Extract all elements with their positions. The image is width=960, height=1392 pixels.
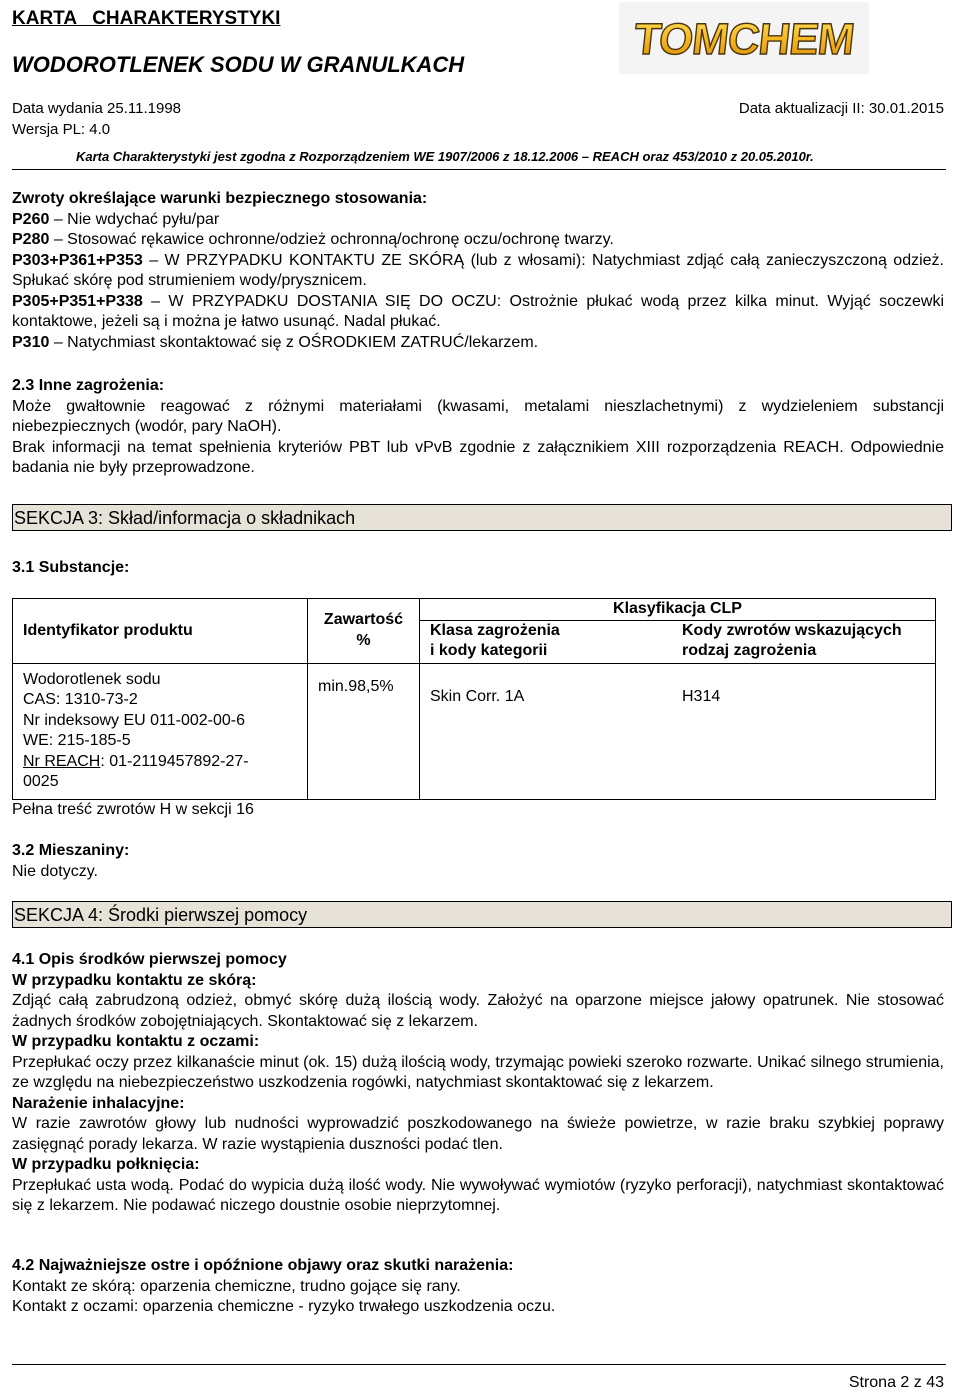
col-content-line1: Zawartość (323, 611, 404, 629)
footer-divider (12, 1364, 946, 1365)
document-title: KARTA CHARAKTERYSTYKI (12, 8, 281, 29)
mixtures-heading: 3.2 Mieszaniny: (12, 842, 130, 859)
p305-code: P305+P351+P338 (12, 292, 143, 310)
p305-statement (12, 292, 944, 333)
other-hazards-text1: Może gwałtownie reagować z różnymi materiałami (kwasami, metalami nieszlachetnymi) z wydzieleniem substancji niebezpiecznych (wodór, pary NaOH). (12, 397, 944, 435)
precaution-block (12, 189, 944, 353)
regulation-note: Karta Charakterystyki jest zgodna z Rozporządzeniem WE 1907/2006 z 18.12.2006 – REACH oraz 453/2010 z 20.05.2010r. (76, 149, 814, 164)
cell-hazard-class: Skin Corr. 1A (420, 663, 673, 799)
p303-code: P303+P361+P353 (12, 251, 143, 269)
col-hazard-class-line1: Klasa zagrożenia (430, 621, 560, 639)
cell-h-code: H314 (672, 663, 936, 799)
page-number: Strona 2 z 43 (848, 1374, 944, 1391)
reach-label: Nr REACH (23, 752, 101, 770)
skin-text: Zdjąć całą zabrudzoną odzież, obmyć skórę dużą ilością wody. Założyć na oparzone miejsce jałowy opatrunek. Nie stosować żadnych środków zobojętniających. Skontaktować się z lekarzem. (12, 992, 944, 1030)
inhalation-heading: Narażenie inhalacyjne: (12, 1094, 185, 1112)
p310-text: – Natychmiast skontaktować się z OŚRODKIEM ZATRUĆ/lekarzem. (49, 333, 539, 351)
version: Wersja PL: 4.0 (12, 121, 111, 138)
swallow-text: Przepłukać usta wodą. Podać do wypicia dużą ilość wody. Nie wywoływać wymiotów (ryzyko perforacji), natychmiast skontaktować się z lekarzem. Nie podawać niczego doustnie osobie nieprzytomnej. (12, 1176, 944, 1214)
col-hazard-class (420, 620, 673, 663)
eyes-heading: W przypadku kontaktu z oczami: (12, 1033, 260, 1050)
p260-text: – Nie wdychać pyłu/par (49, 210, 220, 228)
h-statements-note: Pełna treść zwrotów H w sekcji 16 (12, 801, 254, 818)
section3-title: SEKCJA 3: Skład/informacja o składnikach (12, 504, 952, 531)
cell-identifier (13, 663, 308, 799)
cas-number: CAS: 1310-73-2 (23, 691, 138, 708)
first-aid-block (12, 950, 944, 1217)
p280-code: P280 (12, 231, 50, 248)
cell-content: min.98,5% (308, 663, 420, 799)
first-aid-heading: 4.1 Opis środków pierwszej pomocy (12, 951, 287, 968)
inhalation-text: W razie zawrotów głowy lub nudności wyprowadzić poszkodowanego na świeże powietrze, w razie braku szybkiej poprawy zasięgnąć porady lekarza. W razie wystąpienia duszności podać tlen. (12, 1115, 944, 1153)
substance-name: Wodorotlenek sodu (23, 670, 161, 688)
symptoms-eyes: Kontakt z oczami: oparzenia chemiczne - ryzyko trwałego uszkodzenia oczu. (12, 1298, 556, 1315)
p305-text: – W PRZYPADKU DOSTANIA SIĘ DO OCZU: Ostrożnie płukać wodą przez kilka minut. Wyjąć soczewki kontaktowe, jeżeli są i można je łatwo usunąć. Nadal płukać. (12, 292, 944, 330)
product-name: WODOROTLENEK SODU W GRANULKACH (12, 52, 465, 77)
issue-date: Data wydania 25.11.1998 (12, 100, 182, 117)
update-date: Data aktualizacji II: 30.01.2015 (738, 100, 944, 117)
col-content-line2: % (356, 631, 371, 649)
p280-text: – Stosować rękawice ochronne/odzież ochronną/ochronę oczu/ochronę twarzy. (49, 231, 614, 248)
col-clp: Klasyfikacja CLP (420, 599, 936, 621)
logo-graphic (619, 2, 869, 74)
eu-index-number: Nr indeksowy EU 011-002-00-6 (23, 711, 246, 729)
precaution-heading: Zwroty określające warunki bezpiecznego stosowania: (12, 190, 428, 207)
p260-statement (12, 210, 944, 231)
symptoms-heading: 4.2 Najważniejsze ostre i opóźnione objawy oraz skutki narażenia: (12, 1257, 514, 1274)
skin-heading: W przypadku kontaktu ze skórą: (12, 971, 257, 989)
other-hazards-text2: Brak informacji na temat spełnienia kryteriów PBT lub vPvB zgodnie z załącznikiem XIII rozporządzenia REACH. Odpowiednie badania nie były przeprowadzone. (12, 438, 944, 476)
substances-heading: 3.1 Substancje: (12, 559, 130, 576)
other-hazards-block (12, 376, 944, 479)
col-h-codes-line1: Kody zwrotów wskazujących (682, 621, 902, 639)
p303-text: – W PRZYPADKU KONTAKTU ZE SKÓRĄ (lub z włosami): Natychmiast zdjąć całą zanieczyszczoną odzież. Spłukać skórę pod strumieniem wody/prysznicem. (12, 251, 944, 289)
symptoms-block (12, 1256, 944, 1318)
reach-value-cont: 0025 (23, 773, 59, 790)
composition-table (12, 598, 936, 800)
document-page (12, 0, 946, 1390)
section4-title: SEKCJA 4: Środki pierwszej pomocy (12, 901, 952, 928)
mixtures-text: Nie dotyczy. (12, 862, 98, 880)
reach-number (23, 752, 297, 773)
p280-statement (12, 230, 944, 251)
logo-text: TOMCHEM (631, 15, 857, 64)
reach-value: : 01-2119457892-27- (100, 752, 249, 770)
other-hazards-heading: 2.3 Inne zagrożenia: (12, 377, 165, 394)
p303-statement (12, 251, 944, 292)
p310-statement (12, 333, 944, 354)
mixtures-block (12, 841, 944, 882)
company-logo (619, 2, 869, 74)
col-identifier: Identyfikator produktu (13, 599, 308, 664)
col-hazard-class-line2: i kody kategorii (430, 642, 548, 659)
p260-code: P260 (12, 210, 50, 228)
p310-code: P310 (12, 333, 50, 351)
we-number: WE: 215-185-5 (23, 732, 131, 749)
eyes-text: Przepłukać oczy przez kilkanaście minut (ok. 15) dużą ilością wody, trzymając powieki szeroko rozwarte. Unikać silnego strumienia, ze względu na niebezpieczeństwo uszkodzenia rogówki, natychmiast skontaktować się z lekarzem. (12, 1053, 944, 1091)
col-content (308, 599, 420, 664)
swallow-heading: W przypadku połknięcia: (12, 1156, 200, 1173)
col-h-codes (672, 620, 936, 663)
header-divider (12, 169, 946, 170)
symptoms-skin: Kontakt ze skórą: oparzenia chemiczne, trudno gojące się rany. (12, 1277, 461, 1295)
col-h-codes-line2: rodzaj zagrożenia (682, 642, 817, 659)
